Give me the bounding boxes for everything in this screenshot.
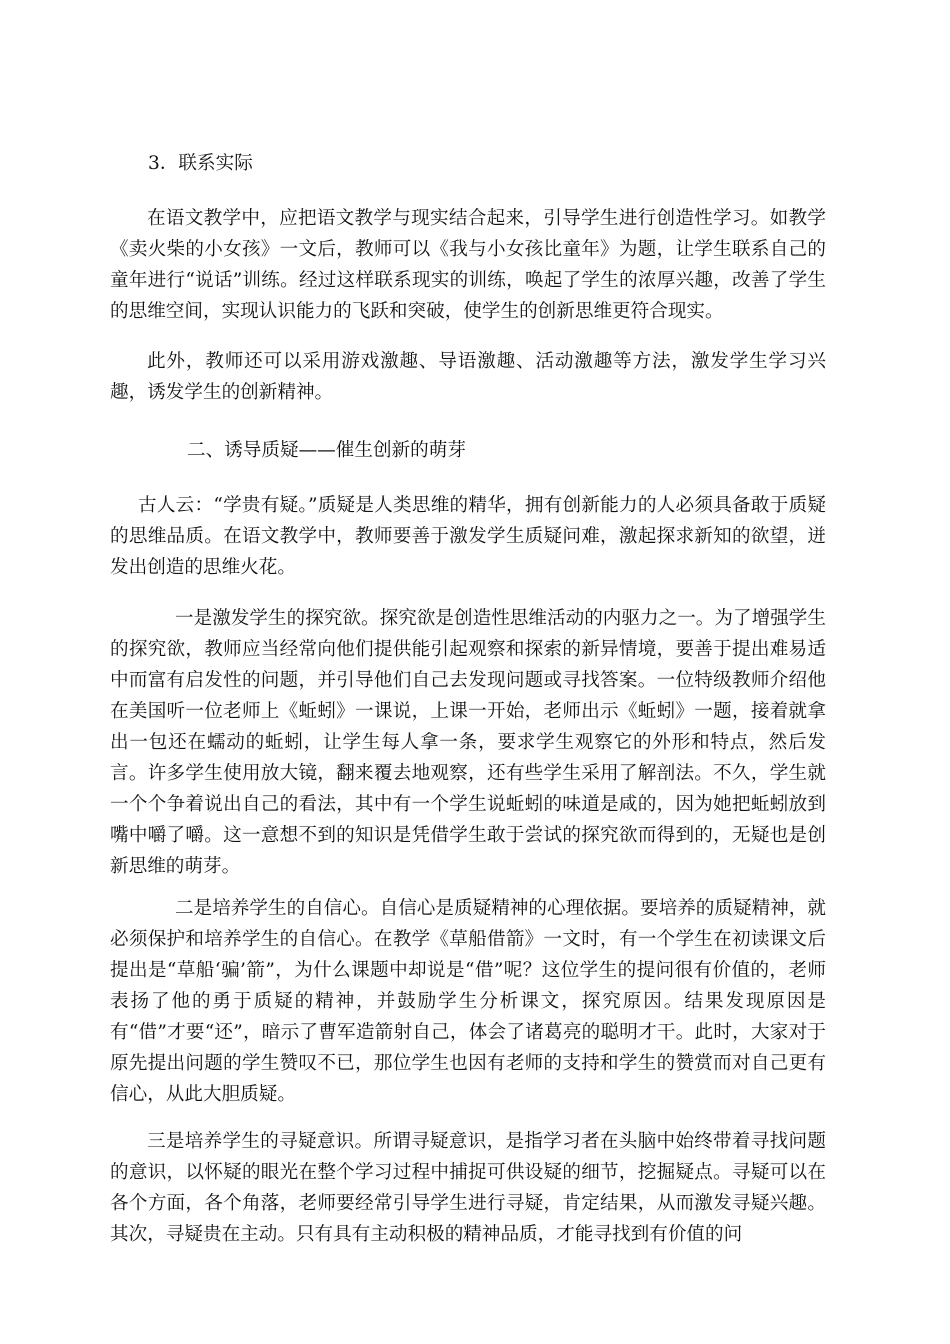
section-heading-2: 二、诱导质疑——催生创新的萌芽: [187, 440, 466, 461]
section-heading-3: 3．联系实际: [148, 153, 253, 174]
paragraph-3: 古人云：“学贵有疑。”质疑是人类思维的精华，拥有创新能力的人必须具备敢于质疑的思维品质。在语文教学中，教师要善于激发学生质疑问难，激起探求新知的欲望，迸发出创造的思维火花。: [110, 495, 826, 578]
paragraph-5: 二是培养学生的自信心。自信心是质疑精神的心理依据。要培养的质疑精神，就必须保护和培养学生的自信心。在教学《草船借箭》一文时，有一个学生在初读课文后提出是“草船‘骗’箭”，为什么课题中却说是“借”呢？这位学生的提问很有价值的，老师表扬了他的勇于质疑的精神，并鼓励学生分析课文，探究原因。结果发现原因是有“借”才要“还”，暗示了曹军造箭射自己，体会了诸葛亮的聪明才干。此时，大家对于原先提出问题的学生赞叹不已，那位学生也因有老师的支持和学生的赞赏而对自己更有信心，从此大胆质疑。: [110, 898, 826, 1105]
paragraph-6: 三是培养学生的寻疑意识。所谓寻疑意识，是指学习者在头脑中始终带着寻找问题的意识，以怀疑的眼光在整个学习过程中捕捉可供设疑的细节，挖掘疑点。寻疑可以在各个方面，各个角落，老师要经常引导学生进行寻疑，肯定结果，从而激发寻疑兴趣。其次，寻疑贵在主动。只有具有主动积极的精神品质，才能寻找到有价值的问: [110, 1131, 826, 1245]
paragraph-4: 一是激发学生的探究欲。探究欲是创造性思维活动的内驱力之一。为了增强学生的探究欲，教师应当经常向他们提供能引起观察和探索的新异情境，要善于提出难易适中而富有启发性的问题，并引导他们自己去发现问题或寻找答案。一位特级教师介绍他在美国听一位老师上《蚯蚓》一课说，上课一开始，老师出示《蚯蚓》一题，接着就拿出一包还在蠕动的蚯蚓，让学生每人拿一条，要求学生观察它的外形和特点，然后发言。许多学生使用放大镜，翻来覆去地观察，还有些学生采用了解剖法。不久，学生就一个个争着说出自己的看法，其中有一个学生说蚯蚓的味道是咸的，因为她把蚯蚓放到嘴中嚼了嚼。这一意想不到的知识是凭借学生敢于尝试的探究欲而得到的，无疑也是创新思维的萌芽。: [110, 608, 826, 877]
paragraph-2: 此外，教师还可以采用游戏激趣、导语激趣、活动激趣等方法，激发学生学习兴趣，诱发学生的创新精神。: [110, 351, 826, 403]
paragraph-1: 在语文教学中，应把语文教学与现实结合起来，引导学生进行创造性学习。如教学《卖火柴的小女孩》一文后，教师可以《我与小女孩比童年》为题，让学生联系自己的童年进行“说话”训练。经过这样联系现实的训练，唤起了学生的浓厚兴趣，改善了学生的思维空间，实现认识能力的飞跃和突破，使学生的创新思维更符合现实。: [110, 208, 826, 322]
